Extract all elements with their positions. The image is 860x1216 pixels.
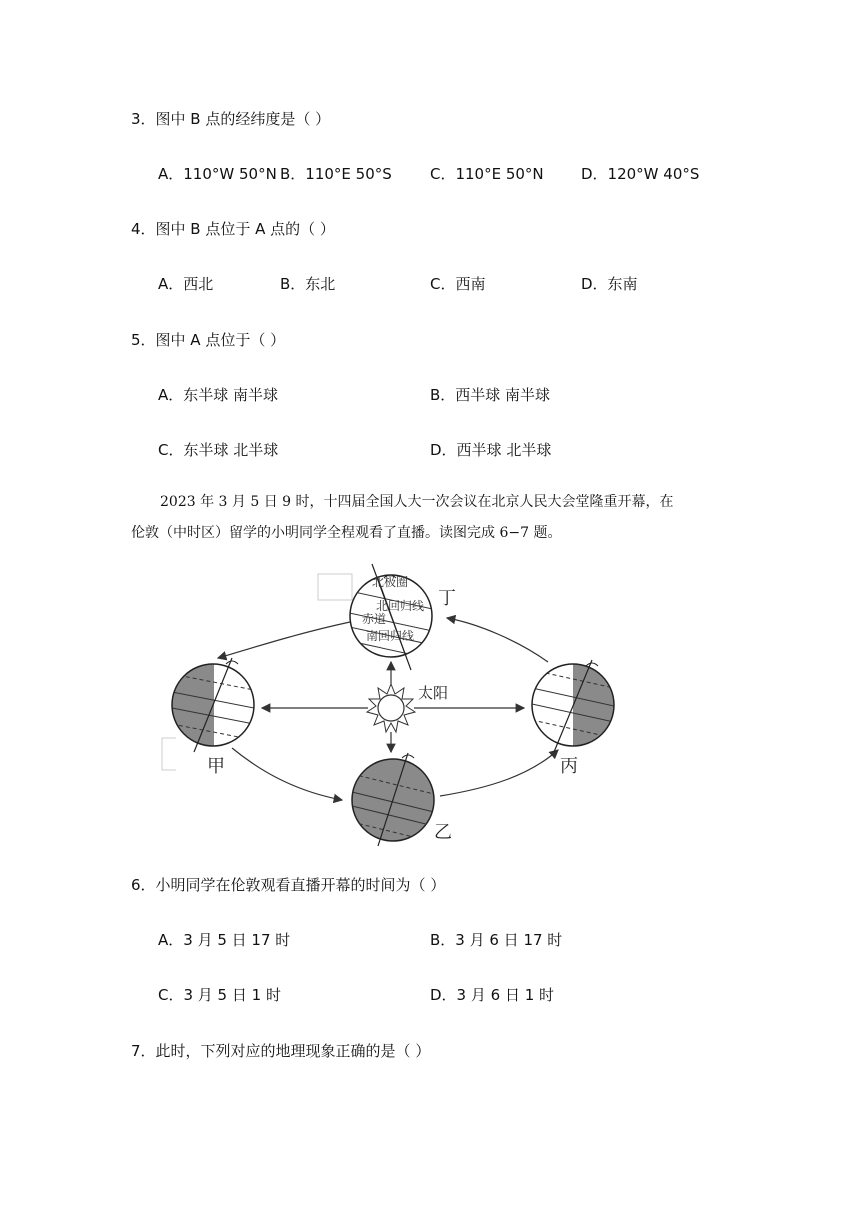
- q3-option-b[interactable]: B．110°E 50°S: [280, 165, 392, 183]
- position-ding-label: 丁: [438, 588, 456, 609]
- earth-bing: [532, 660, 615, 752]
- q5-option-b[interactable]: B．西半球 南半球: [430, 386, 551, 404]
- q4-option-d[interactable]: D．东南: [581, 275, 638, 293]
- position-yi-label: 乙: [434, 822, 452, 843]
- q3-stem: 3．图中 B 点的经纬度是（ ）: [131, 110, 331, 128]
- q4-stem: 4．图中 B 点位于 A 点的（ ）: [131, 220, 335, 238]
- ding-arctic-circle-label: 北极圈: [372, 575, 409, 589]
- q6-stem: 6．小明同学在伦敦观看直播开幕的时间为（ ）: [131, 876, 446, 894]
- q5-stem: 5．图中 A 点位于（ ）: [131, 331, 286, 349]
- orbit-arrow-jia-yi: [232, 748, 342, 800]
- position-jia-label: 甲: [207, 756, 225, 777]
- q5-option-c[interactable]: C．东半球 北半球: [158, 441, 279, 459]
- earth-revolution-figure: [0, 560, 860, 860]
- q6-option-d[interactable]: D．3 月 6 日 1 时: [430, 986, 555, 1004]
- q6-option-c[interactable]: C．3 月 5 日 1 时: [158, 986, 281, 1004]
- q5-option-d[interactable]: D．西半球 北半球: [430, 441, 552, 459]
- earth-ding: [345, 564, 437, 670]
- position-bing-label: 丙: [560, 756, 578, 777]
- ding-tropic-south-label: 南回归线: [366, 629, 415, 643]
- passage-line-1: 2023 年 3 月 5 日 9 时，十四届全国人大一次会议在北京人民大会堂隆重开幕，在: [160, 494, 674, 510]
- orbit-arrow-ding-jia: [218, 622, 350, 658]
- q6-option-b[interactable]: B．3 月 6 日 17 时: [430, 931, 563, 949]
- q4-option-c[interactable]: C．西南: [430, 275, 486, 293]
- sun-icon: [367, 684, 415, 732]
- q4-option-a[interactable]: A．西北: [158, 275, 214, 293]
- passage-line-2: 伦敦（中时区）留学的小明同学全程观看了直播。读图完成 6−7 题。: [131, 525, 562, 541]
- q4-option-b[interactable]: B．东北: [280, 275, 336, 293]
- q5-option-a[interactable]: A．东半球 南半球: [158, 386, 279, 404]
- sun-label: 太阳: [418, 684, 449, 702]
- q6-option-a[interactable]: A．3 月 5 日 17 时: [158, 931, 291, 949]
- q3-option-d[interactable]: D．120°W 40°S: [581, 165, 700, 183]
- q3-option-a[interactable]: A．110°W 50°N: [158, 165, 277, 183]
- q7-stem: 7．此时，下列对应的地理现象正确的是（ ）: [131, 1042, 431, 1060]
- orbit-arrow-yi-bing: [440, 750, 558, 796]
- earth-jia: [172, 658, 254, 752]
- earth-yi: [352, 753, 434, 846]
- ding-tropic-north-label: 北回归线: [376, 599, 425, 613]
- orbit-arrow-bing-ding: [447, 618, 548, 662]
- q3-option-c[interactable]: C．110°E 50°N: [430, 165, 544, 183]
- ding-equator-label: 赤道: [362, 612, 387, 626]
